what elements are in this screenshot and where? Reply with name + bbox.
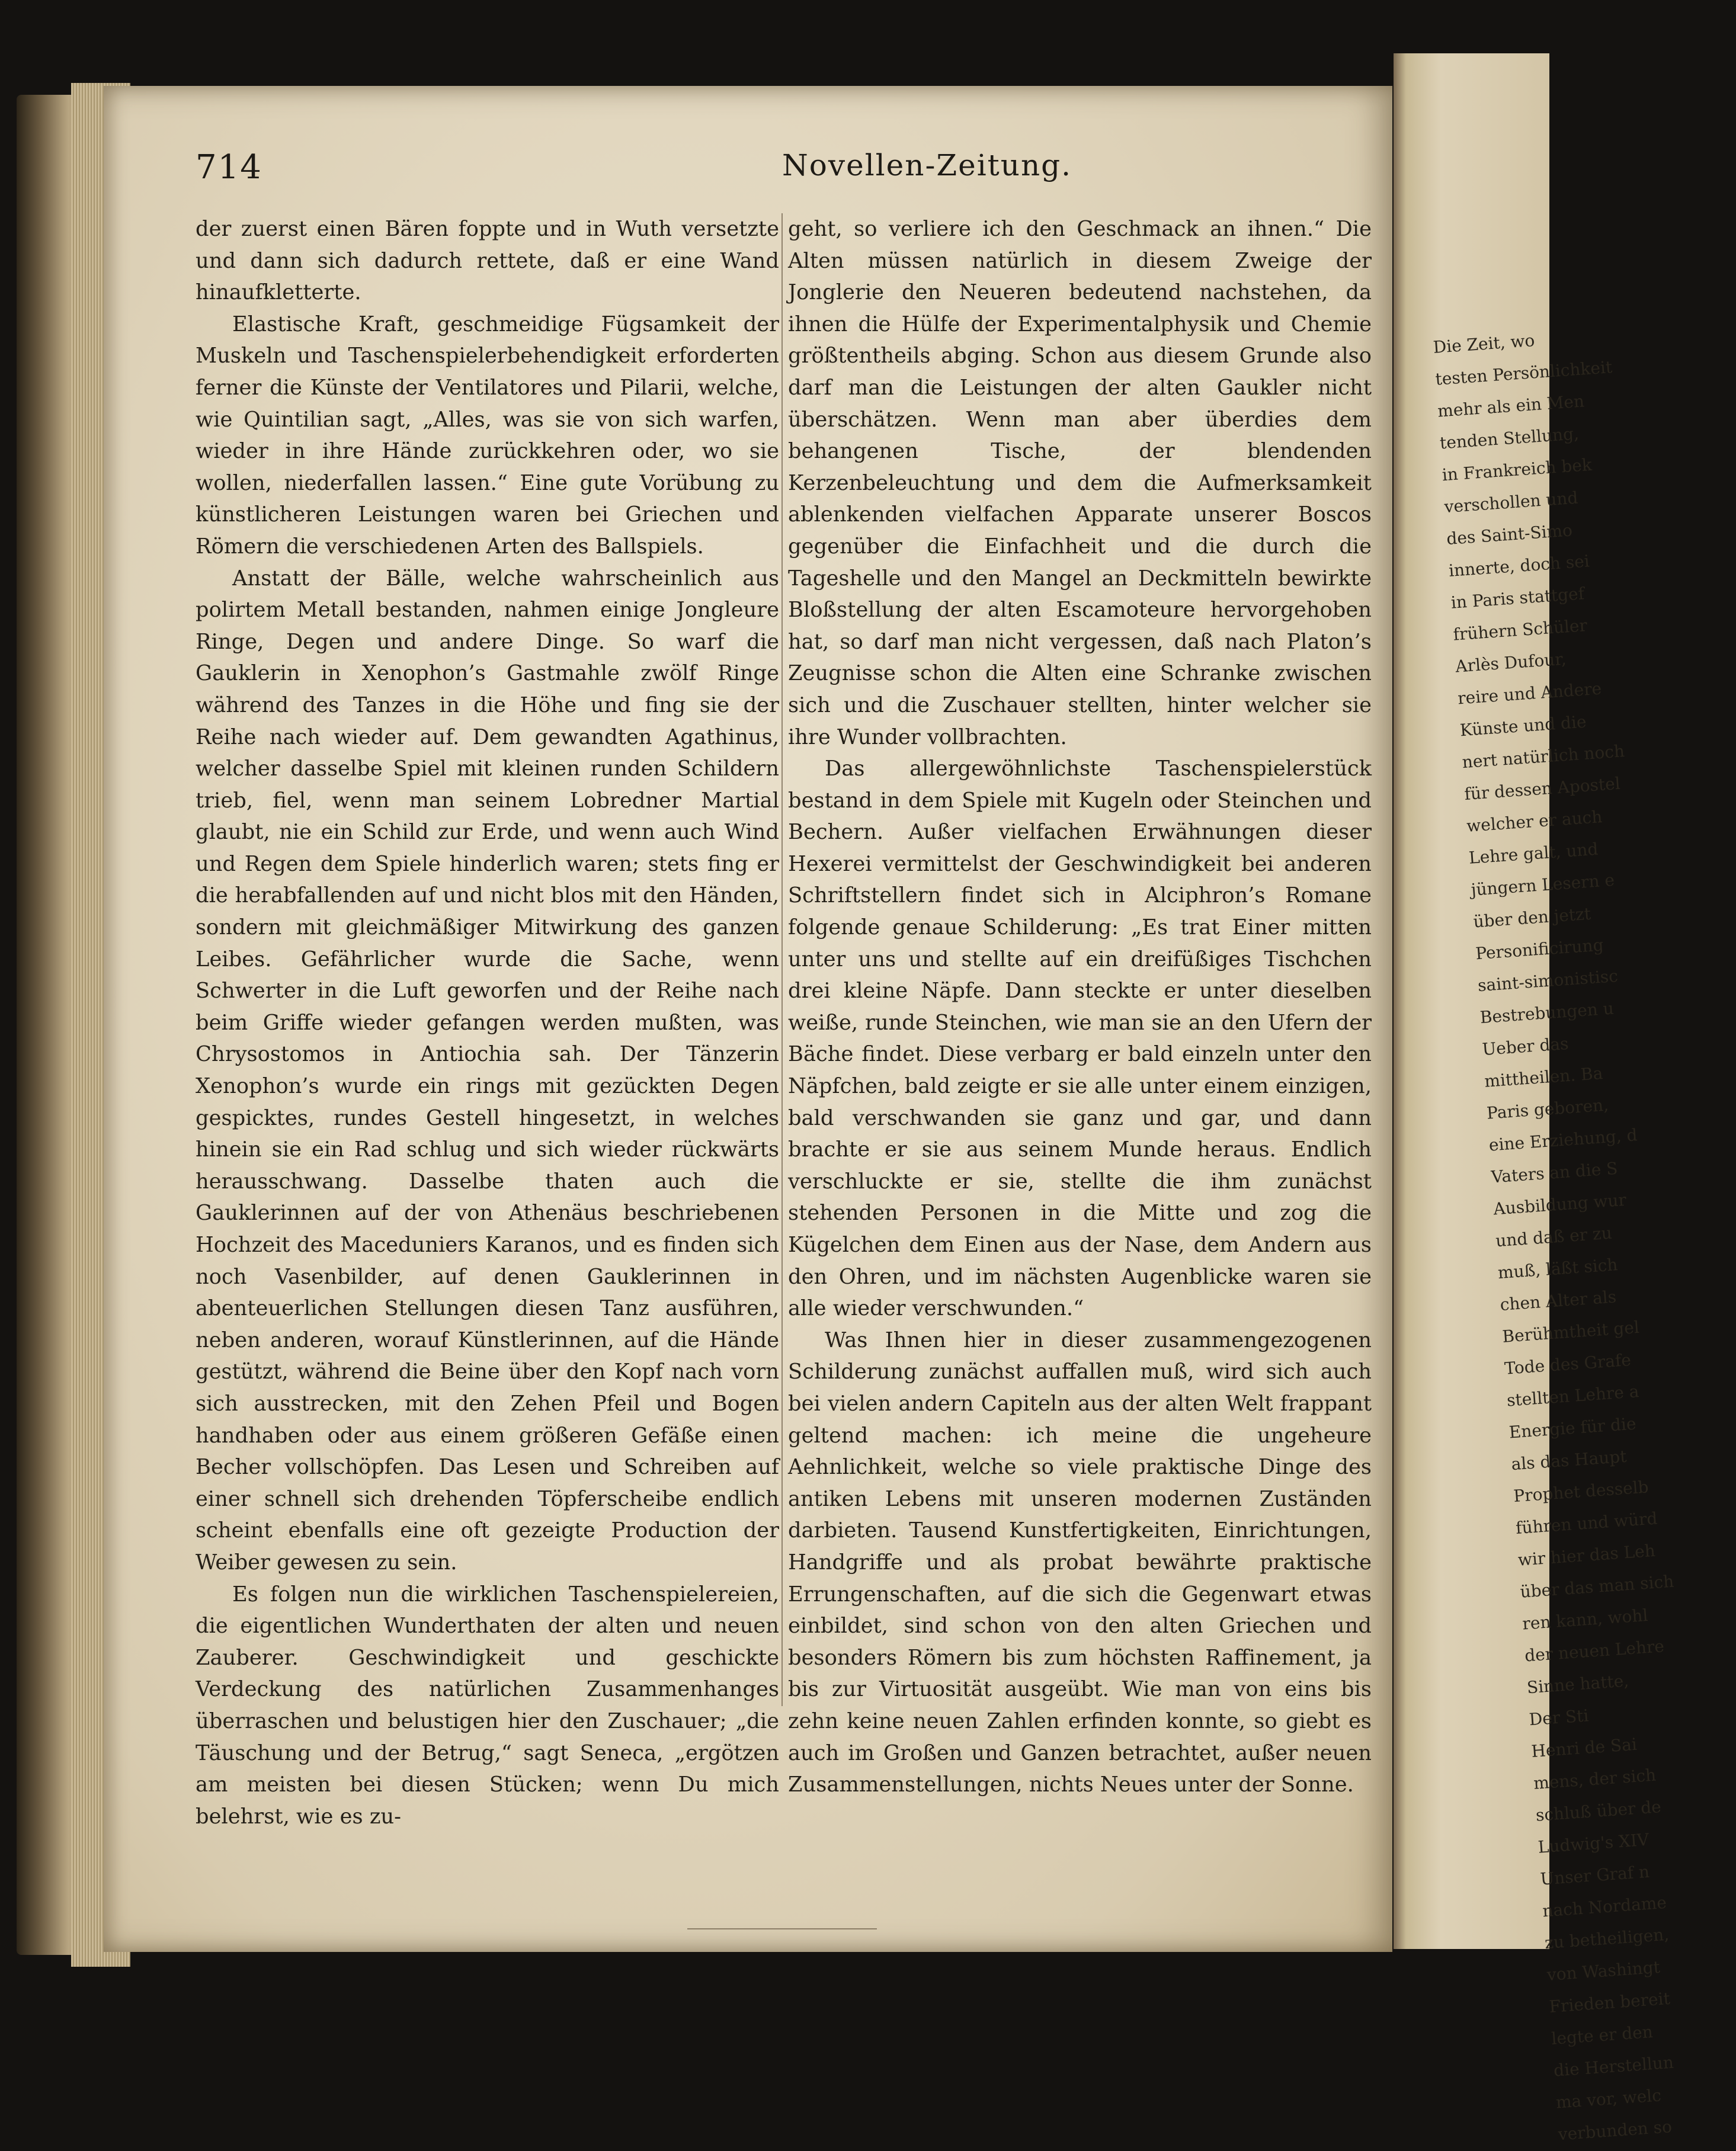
facing-page-line: Tode des Grafe <box>1504 1349 1632 1379</box>
facing-page-line: des Saint-Simo <box>1446 520 1573 549</box>
facing-page-line: Ludwig's XIV <box>1537 1829 1650 1857</box>
facing-page-line: mehr als ein Men <box>1437 391 1586 421</box>
facing-page-line: ma vor, welc <box>1555 2085 1662 2112</box>
paragraph-elastic-force: Elastische Kraft, geschmeidige Fügsamkeit der Muskeln und Taschenspielerbehendigkeit erforderten ferner die Künste der Ventilatores und Pilarii, welche, wie Quintilian sagt, „Alles, was sie von sich warfen, wieder in ihre Hände zurückkehren oder, wo sie wollen, niederfallen lassen.“ Eine gute Vorübung zu künstlicheren Leistungen waren bei Griechen und Römern die verschiedenen Arten des Ballspiels. <box>196 312 779 559</box>
column-divider <box>781 213 783 1706</box>
facing-page-line: reire und Andere <box>1457 678 1603 709</box>
facing-page-line: welcher er auch <box>1466 807 1603 836</box>
facing-page-line: ren kann, wohl <box>1522 1605 1649 1634</box>
facing-page-line: in Paris stattgef <box>1450 584 1586 613</box>
facing-page-line: Sinne hatte, <box>1526 1671 1630 1698</box>
facing-page-line: innerte, doch sei <box>1448 551 1590 581</box>
facing-page-line: Vaters an die S <box>1490 1158 1619 1187</box>
facing-page-line: schluß über de <box>1535 1797 1662 1825</box>
facing-page-line: tenden Stellung, <box>1439 424 1580 453</box>
page-header <box>196 148 1321 213</box>
facing-page-line: verschollen und <box>1443 488 1579 517</box>
facing-page-line: nert natürlich noch <box>1461 741 1625 772</box>
facing-page-line: Der Sti <box>1528 1706 1590 1730</box>
facing-page-line: Frieden bereit <box>1548 1988 1671 2017</box>
facing-page-line: für dessen Apostel <box>1463 773 1621 804</box>
facing-page-line: Ueber das <box>1481 1033 1570 1060</box>
facing-page-line: testen Persönlichkeit <box>1434 357 1613 389</box>
facing-page-line: Unser Graf n <box>1539 1861 1650 1889</box>
facing-page-line: jüngern Lesern e <box>1470 870 1616 900</box>
text-column-right <box>788 213 1372 1801</box>
facing-page-line: führen und würd <box>1515 1508 1658 1538</box>
facing-page-line: und daß er zu <box>1495 1223 1613 1251</box>
facing-page-line: Die Zeit, wo <box>1432 330 1536 357</box>
facing-page-line: frühern Schüler <box>1452 615 1588 645</box>
running-title: Novellen-Zeitung. <box>782 148 1072 182</box>
facing-page-line: Prophet desselb <box>1513 1477 1649 1506</box>
facing-page-line: Personificirung <box>1475 935 1604 964</box>
paragraph-similarity: Was Ihnen hier in dieser zusammengezogenen Schilderung zunächst auffallen muß, wird sich auch bei vielen andern Capiteln aus der alten Welt frappant geltend machen: ich meine die ungeheure Aehnlichkeit, welche so viele praktische Dinge des antiken Lebens mit unseren modernen Zuständen darbieten. Tausend Kunstfertigkeiten, Einrichtungen, Handgriffe und als probat bewährte praktische Errungenschaften, auf die sich die Gegenwart etwas einbildet, sind schon von den alten Griechen und besonders Römern bis zum höchsten Raffinement, ja bis zur Virtuosität ausgeübt. Wie man von eins bis zehn keine neuen Zahlen erfinden konnte, so giebt es auch im Großen und Ganzen betrachtet, außer neuen Zusammenstellungen, nichts Neues unter der Sonne. <box>788 1328 1372 1797</box>
paragraph-magic-tricks: Es folgen nun die wirklichen Taschenspielereien, die eigentlichen Wunderthaten der alten und neuen Zauberer. Geschwindigkeit und geschickte Verdeckung des natürlichen Zusammenhanges überraschen und belustigen hier den Zuschauer; „die Täuschung und der Betrug,“ sagt Seneca, „ergötzen am meisten bei diesen Stücken; wenn Du mich belehrst, wie es zu- <box>196 1582 779 1829</box>
facing-page-line: Berühmtheit gel <box>1501 1317 1640 1347</box>
facing-page-line: stellten Lehre a <box>1506 1381 1640 1411</box>
facing-page-line: als das Haupt <box>1510 1446 1628 1474</box>
facing-page-line: nach Nordame <box>1542 1892 1667 1921</box>
facing-page-line: legte er den <box>1551 2022 1654 2049</box>
facing-page-line: Paris geboren, <box>1486 1095 1609 1123</box>
facing-page-lines <box>1432 319 1736 2150</box>
book-page <box>104 86 1392 1952</box>
paragraph-jugglers: Anstatt der Bälle, welche wahrscheinlich aus polirtem Metall bestanden, nahmen einige Jongleure Ringe, Degen und andere Dinge. So warf die Gauklerin in Xenophon’s Gastmahle zwölf Ringe während des Tanzes in die Höhe und fing sie der Reihe nach wieder auf. Dem gewandten Agathinus, welcher dasselbe Spiel mit kleinen runden Schildern trieb, fiel, wenn man seinem Lobredner Martial glaubt, nie ein Schild zur Erde, und wenn auch Wind und Regen dem Spiele hinderlich waren; stets fing er die herabfallenden auf und nicht blos mit den Händen, sondern mit gleichmäßiger Mitwirkung des ganzen Leibes. Gefährlicher wurde die Sache, wenn Schwerter in die Luft geworfen und der Reihe nach beim Griffe wieder gefangen werden mußten, was Chrysostomos in Antiochia sah. Der Tänzerin Xenophon’s wurde ein rings mit gezückten Degen gespicktes, rundes Gestell hingesetzt, in welches hinein sie ein Rad schlug und sich wieder rückwärts herausschwang. Dasselbe thaten auch die Gauklerinnen auf der von Athenäus beschriebenen Hochzeit des Maceduniers Karanos, und es finden sich noch Vasenbilder, auf denen Gauklerinnen in abenteuerlichen Stellungen diesen Tanz ausführen, neben anderen, worauf Künstlerinnen, auf die Hände gestützt, während die Beine über den Kopf nach vorn sich ausstrecken, mit den Zehen Pfeil und Bogen handhaben oder aus einem größeren Gefäße einen Becher vollschöpfen. Das Lesen und Schreiben auf einer schnell sich drehenden Töpferscheibe endlich scheint ebenfalls eine oft gezeigte Production der Weiber gewesen zu sein. <box>196 566 779 1575</box>
facing-page-line: eine Erziehung, d <box>1488 1125 1638 1155</box>
facing-page-line: wir hier das Leh <box>1517 1540 1656 1570</box>
facing-page-line: Henri de Sai <box>1530 1734 1638 1762</box>
facing-page-line: Energie für die <box>1508 1413 1637 1442</box>
facing-page-line: über das man sich <box>1519 1571 1675 1602</box>
paragraph-cups-and-balls: Das allergewöhnlichste Taschenspielerstück bestand in dem Spiele mit Kugeln oder Steinchen und Bechern. Außer vielfachen Erwähnungen dieser Hexerei vermittelst der Geschwindigkeit bei anderen Schriftstellern findet sich in Alciphron’s Romane folgende genaue Schilderung: „Es trat Einer mitten unter uns und stellte auf ein dreifüßiges Tischchen drei kleine Näpfe. Dann steckte er unter dieselben weiße, runde Steinchen, wie man sie an den Ufern der Bäche findet. Diese verbarg er bald einzeln unter den Näpfchen, bald zeigte er sie alle unter einem einzigen, bald verschwanden sie ganz und gar, und dann brachte er sie aus seinem Munde heraus. Endlich verschluckte er sie, stellte die ihm zunächst stehenden Personen in die Mitte und zog die Kügelchen dem Einen aus der Nase, dem Andern aus den Ohren, und im nächsten Augenblicke waren sie alle wieder verschwunden.“ <box>788 756 1372 1321</box>
paragraph-continuation: der zuerst einen Bären foppte und in Wuth versetzte und dann sich dadurch rettete, daß er eine Wand hinaufkletterte. <box>196 217 779 305</box>
facing-page-line: die Herstellun <box>1553 2052 1674 2081</box>
facing-page-line: muß, läßt sich <box>1497 1255 1619 1283</box>
facing-page-line: über den jetzt <box>1472 903 1592 932</box>
end-rule <box>687 1928 877 1929</box>
facing-page-line: Künste und die <box>1459 711 1587 740</box>
facing-page-line: Lehre galt, und <box>1468 839 1599 868</box>
text-column-left <box>196 213 779 1832</box>
facing-page-line: in Frankreich bek <box>1441 454 1593 485</box>
page-number: 714 <box>196 148 262 187</box>
facing-page-line: saint-simonistisc <box>1477 966 1619 996</box>
facing-page-line: chen Alter als <box>1499 1287 1618 1315</box>
facing-page-line: verbunden so <box>1557 2117 1673 2144</box>
facing-page-line: Ausbildung wur <box>1492 1190 1627 1219</box>
facing-page-fragment <box>1394 53 1675 2144</box>
facing-page-line: Arlès Dufour, <box>1455 649 1567 677</box>
facing-page-line: der neuen Lehre <box>1524 1636 1665 1666</box>
facing-page-line: mens, der sich <box>1533 1765 1657 1793</box>
paragraph-continuation-right: geht, so verliere ich den Geschmack an ihnen.“ Die Alten müssen natürlich in diesem Zweige der Jonglerie den Neueren bedeutend nachstehen, da ihnen die Hülfe der Experimentalphysik und Chemie größtentheils abging. Schon aus diesem Grunde also darf man die Leistungen der alten Gaukler nicht überschätzen. Wenn man aber überdies dem behangenen Tische, der blendenden Kerzenbeleuchtung und dem die Aufmerksamkeit ablenkenden vielfachen Apparate unserer Boscos gegenüber die Einfachheit und die durch die Tageshelle und den Mangel an Deckmitteln bewirkte Bloßstellung der alten Escamoteure hervorgehoben hat, so darf man nicht vergessen, daß nach Platon’s Zeugnisse schon die Alten eine Schranke zwischen sich und die Zuschauer stellten, hinter welcher sie ihre Wunder vollbrachten. <box>788 217 1372 749</box>
facing-page-line: Bestrebungen u <box>1479 998 1615 1028</box>
facing-page-line: mittheilen. Ba <box>1484 1063 1604 1091</box>
facing-page-line: von Washingt <box>1546 1957 1661 1985</box>
facing-page-line: zu betheiligen, <box>1544 1924 1670 1953</box>
